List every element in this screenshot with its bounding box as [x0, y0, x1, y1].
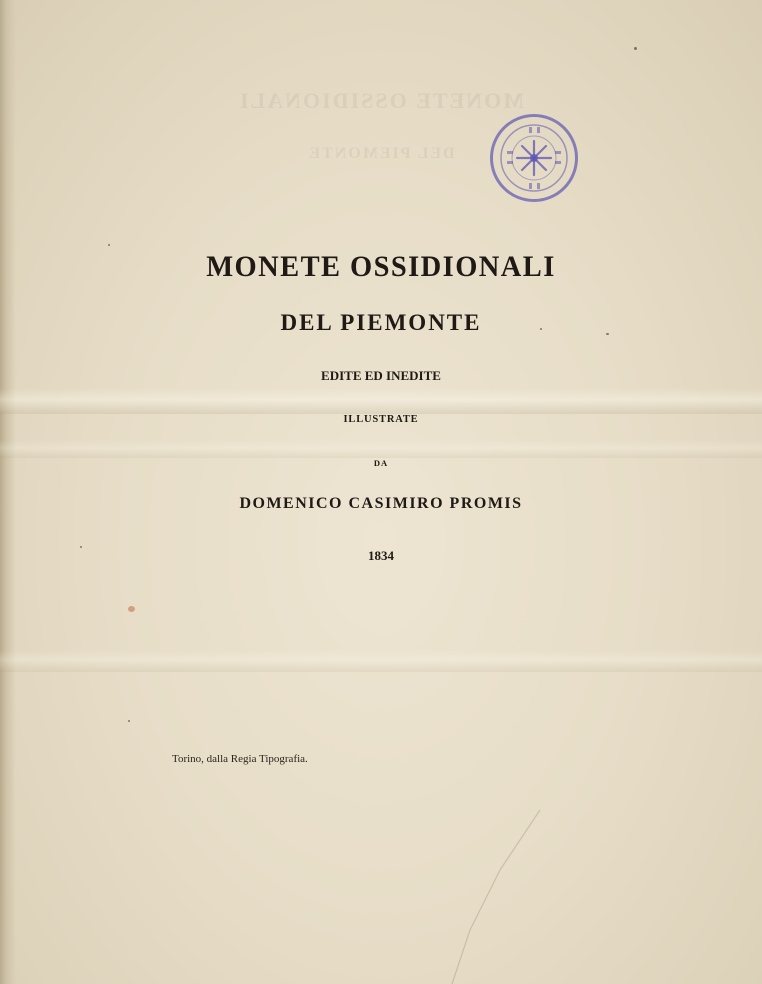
- book-title: MONETE OSSIDIONALI: [206, 250, 556, 283]
- publication-year: 1834: [368, 548, 394, 563]
- printer-imprint: Torino, dalla Regia Tipografia.: [172, 753, 308, 765]
- edition-note: EDITE ED INEDITE: [321, 368, 441, 383]
- author-name: DOMENICO CASIMIRO PROMIS: [239, 495, 523, 512]
- book-subtitle: DEL PIEMONTE: [280, 310, 482, 335]
- bleed-through-ghost: MONETE OSSIDIONALI: [238, 88, 525, 113]
- by-word: DA: [373, 458, 389, 468]
- illustrated-note: ILLUSTRATE: [343, 414, 419, 425]
- bleed-through-ghost: DEL PIEMONTE: [307, 145, 455, 162]
